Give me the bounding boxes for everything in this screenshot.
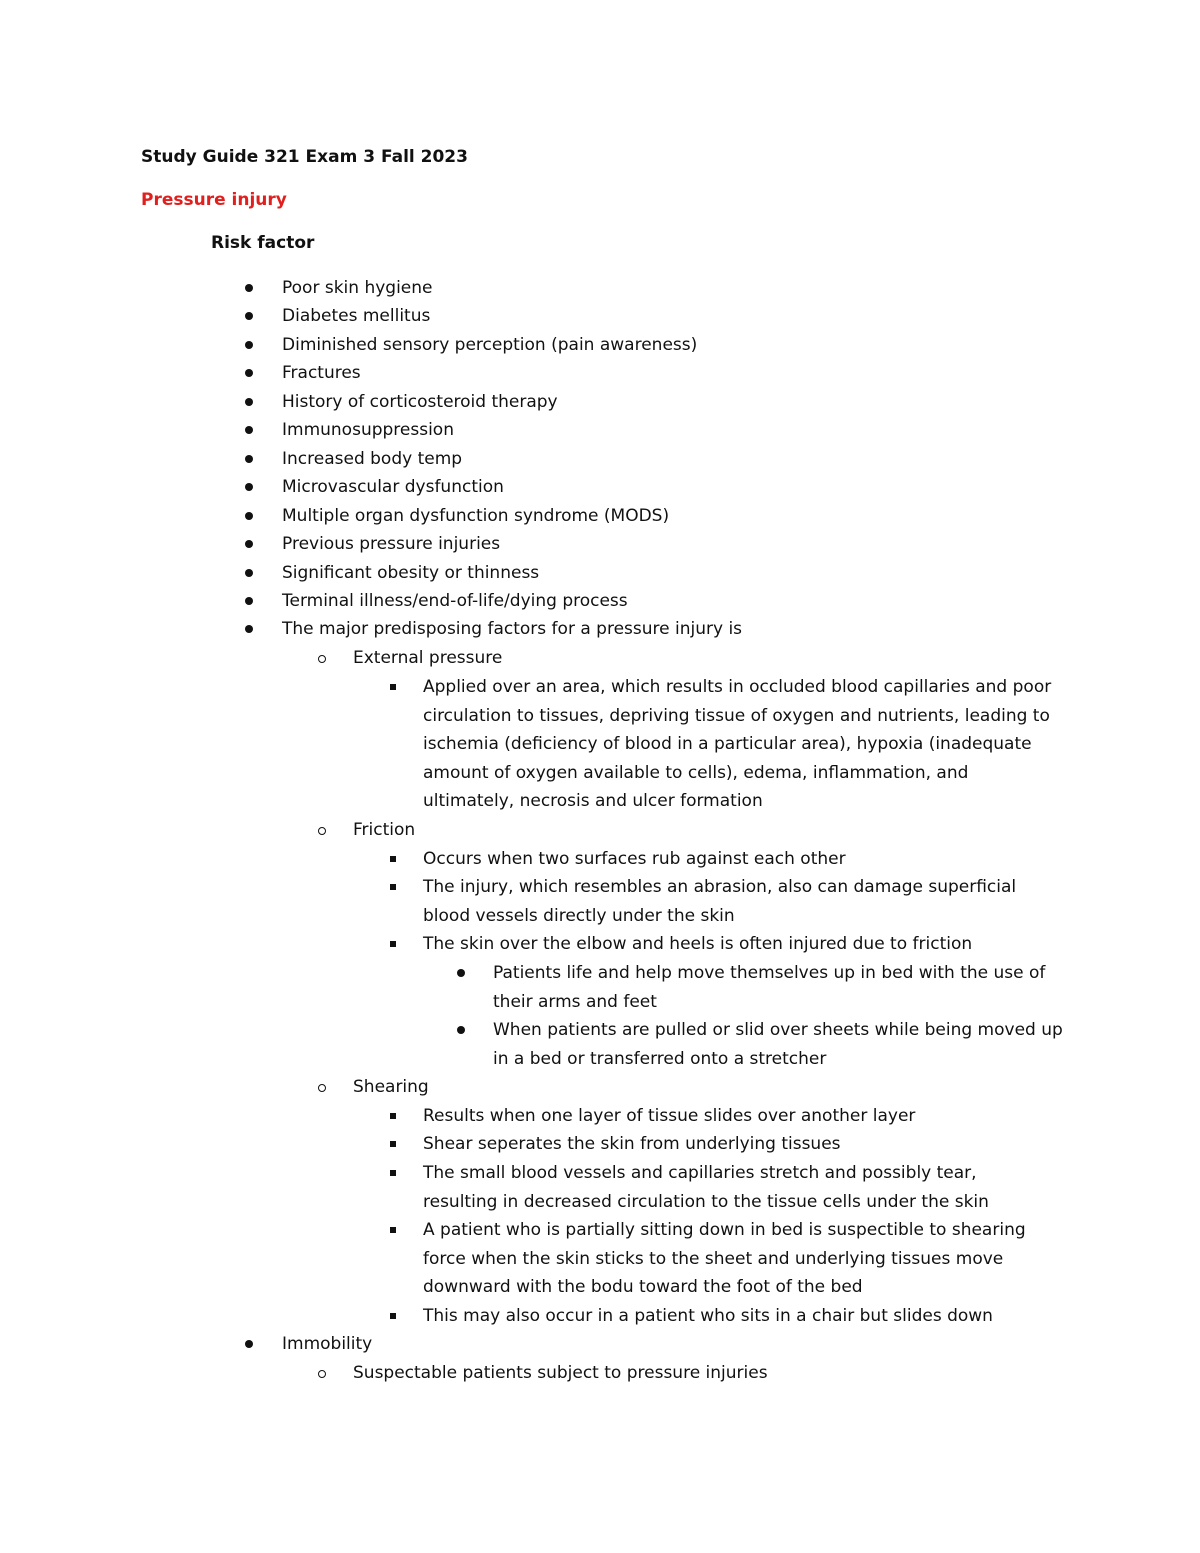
list-item: When patients are pulled or slid over sheets while being moved up in a bed or transferred onto a stretcher xyxy=(457,1016,1077,1074)
list-item: Applied over an area, which results in occluded blood capillaries and poor circulation to tissues, depriving tissue of oxygen and nutrients, leading to ischemia (deficiency of blood in a particular area), hypoxia (inadequate amount of oxygen available to cells), edema, inflammation, and ultimately, necrosis and ulcer formation xyxy=(390,673,1060,816)
section-heading-pressure-injury: Pressure injury xyxy=(141,190,287,210)
subsection-heading-risk-factor: Risk factor xyxy=(211,233,315,253)
list-item: A patient who is partially sitting down in bed is suspectible to shearing force when the skin sticks to the sheet and underlying tissues move downward with the bodu toward the foot of the bed xyxy=(390,1216,1060,1302)
list-item: Patients life and help move themselves up in bed with the use of their arms and feet xyxy=(457,959,1077,1017)
document-title: Study Guide 321 Exam 3 Fall 2023 xyxy=(141,147,468,167)
list-item: The injury, which resembles an abrasion, also can damage superficial blood vessels directly under the skin xyxy=(390,873,1060,931)
list-item: The small blood vessels and capillaries stretch and possibly tear, resulting in decreased circulation to the tissue cells under the skin xyxy=(390,1159,1060,1217)
document-page: Study Guide 321 Exam 3 Fall 2023 Pressure injury Risk factor Poor skin hygiene Diabetes mellitus Diminished sensory perception (pain awareness) Fractures History of corticosteroid therapy Immunosuppression Increased body temp Microvascular dysfunction Multiple organ dysfunction syndrome (MODS) Previous pressure injuries Significant obesity or thinness Terminal illness/end-of-life/dying process The major predisposing factors for a pressure injury is External pressure Applied over an area, which results in occluded blood capillaries and poor circulation to tissues, depriving tissue of oxygen and nutrients, leading to ischemia (deficiency of blood in a particular area), hypoxia (inadequate amount of oxygen available to cells), edema, inflammation, and ultimately, necrosis and ulcer formation Friction Occurs when two surfaces rub against each other The injury, which resembles an abrasion, also can damage superficial blood vessels directly under the skin The skin over the elbow and heels is often injured due to friction Patients life and help move themselves up in bed with the use of their arms and feet When patients are pulled or slid over sheets while being moved up in a bed or transferred onto a stretcher Shearing Results when one layer of tissue slides over another layer Shear seperates the skin from underlying tissues The small blood vessels and capillaries stretch and possibly tear, resulting in decreased circulation to the tissue cells under the skin A patient who is partially sitting down in bed is suspectible to shearing force when the skin sticks to the sheet and underlying tissues move downward with the bodu toward the foot of the bed This may also occur in a patient who sits in a chair but slides down Immobility Suspectable patients subject to pressure injuries xyxy=(0,0,1200,1553)
